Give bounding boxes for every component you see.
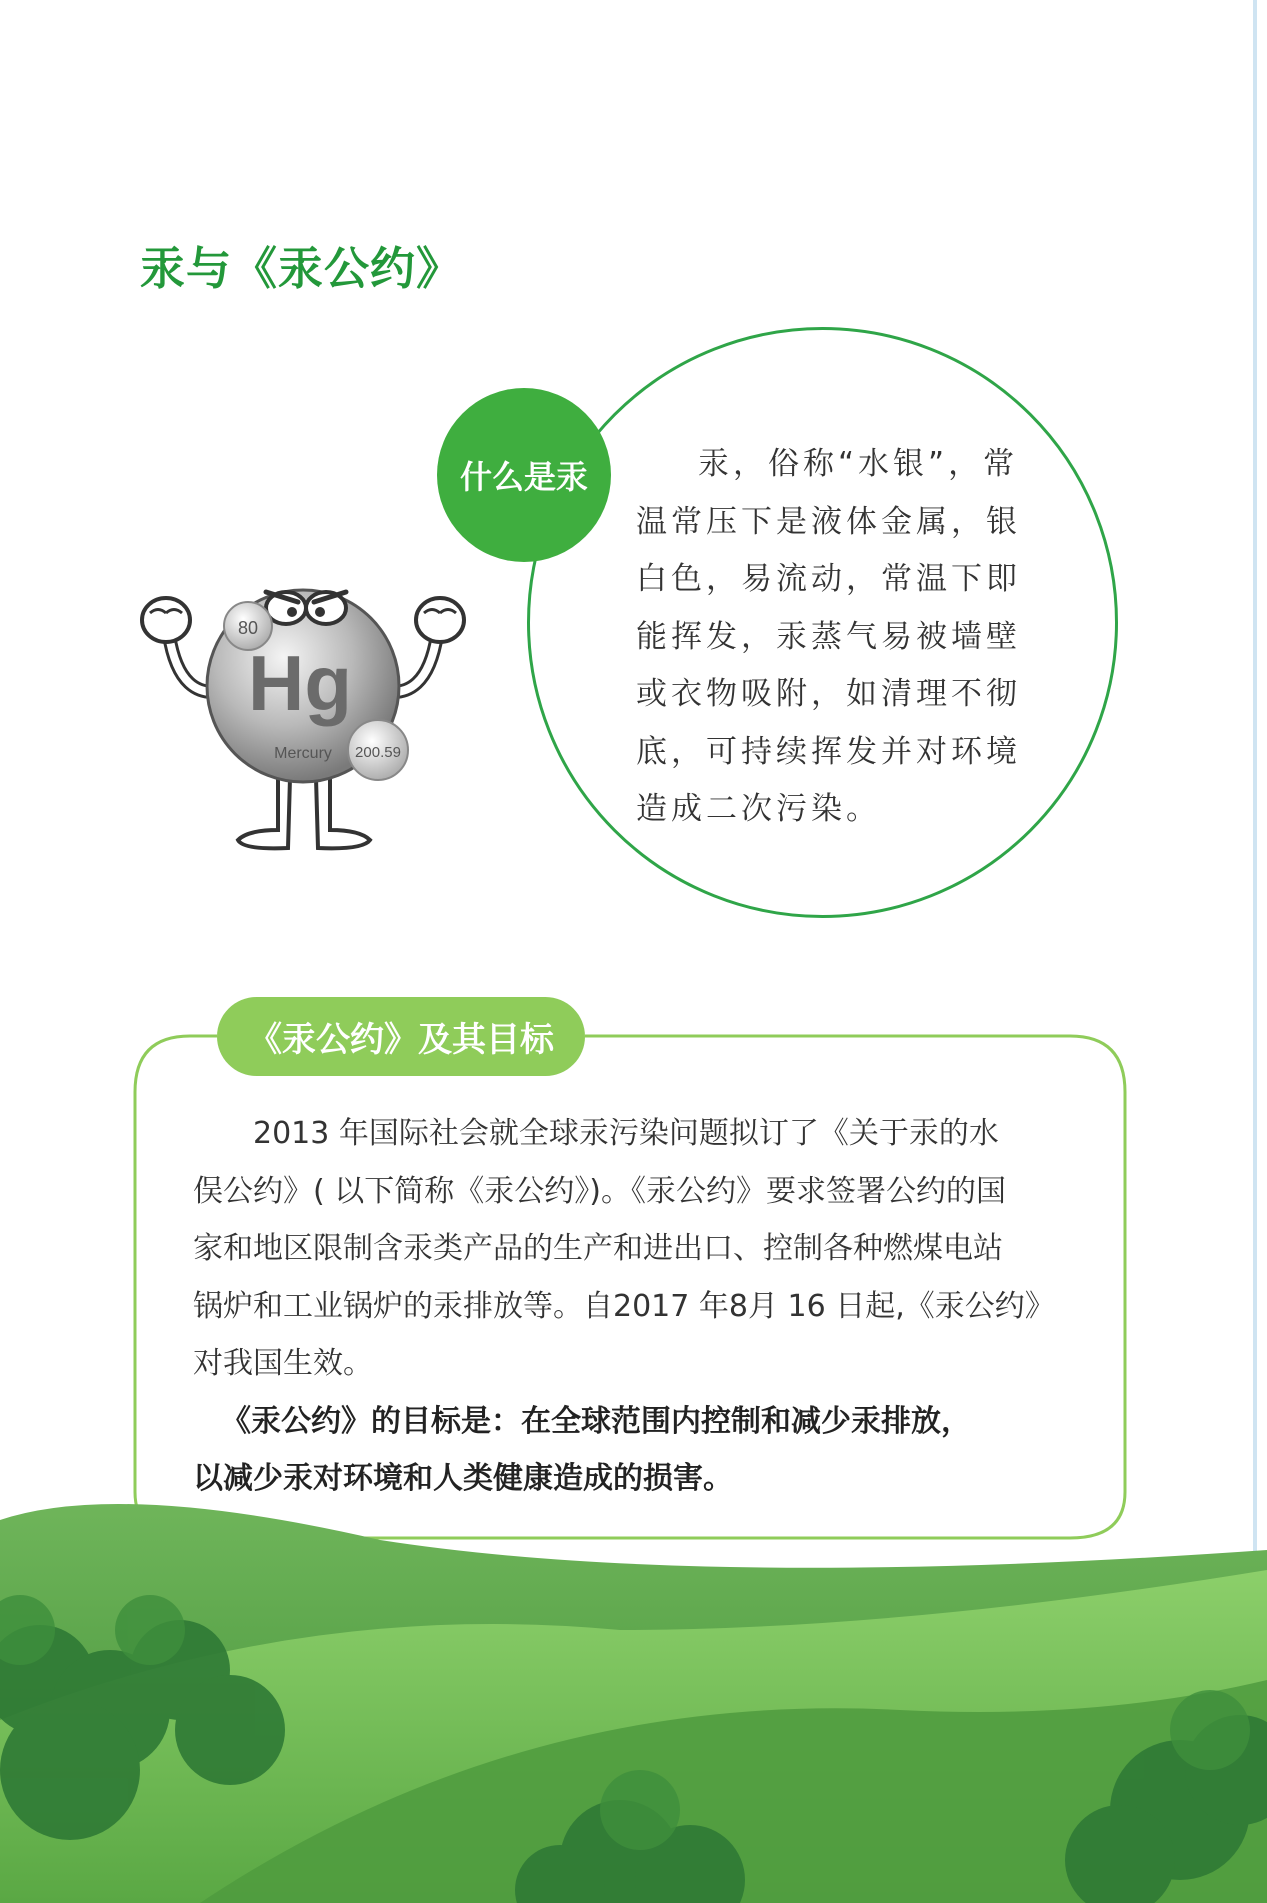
atomic-number: 80 — [237, 618, 259, 638]
definition-line: 造成二次污染。 — [636, 791, 881, 827]
definition-text — [636, 436, 1026, 839]
convention-heading: 《汞公约》及其目标 — [248, 1020, 554, 1060]
atomic-mass: 200.59 — [355, 744, 401, 761]
convention-line: 2013 年国际社会就全球汞污染问题拟订了《关于汞的水 — [253, 1116, 999, 1151]
convention-goal-line: 以减少汞对环境和人类健康造成的损害。 — [193, 1461, 733, 1496]
element-name: Mercury — [274, 745, 332, 762]
green-hills-illustration — [0, 1480, 1267, 1903]
convention-heading-pill — [217, 997, 585, 1076]
definition-line: 汞，俗称“水银”，常 — [698, 446, 1019, 482]
badge-label: 什么是汞 — [459, 458, 588, 496]
mercury-mascot-illustration — [138, 568, 478, 858]
convention-body — [193, 1105, 1073, 1508]
definition-line: 底，可持续挥发并对环境 — [636, 733, 1021, 770]
element-symbol: Hg — [248, 639, 352, 727]
convention-line: 俣公约》( 以下简称《汞公约》)。《汞公约》要求签署公约的国 — [193, 1173, 1006, 1209]
what-is-mercury-badge — [437, 388, 611, 562]
page-title: 汞与《汞公约》 — [140, 242, 463, 295]
definition-line: 能挥发，汞蒸气易被墙壁 — [636, 618, 1021, 655]
definition-line: 白色，易流动，常温下即 — [636, 561, 1021, 597]
convention-line: 对我国生效。 — [193, 1346, 373, 1381]
convention-goal-line: 《汞公约》的目标是：在全球范围内控制和减少汞排放， — [221, 1403, 971, 1439]
definition-line: 或衣物吸附，如清理不彻 — [636, 676, 1021, 712]
convention-line: 家和地区限制含汞类产品的生产和进出口、控制各种燃煤电站 — [193, 1231, 1003, 1266]
definition-line: 温常压下是液体金属，银 — [636, 503, 1021, 540]
convention-line: 锅炉和工业锅炉的汞排放等。自2017 年8月 16 日起,《汞公约》 — [193, 1288, 1055, 1324]
